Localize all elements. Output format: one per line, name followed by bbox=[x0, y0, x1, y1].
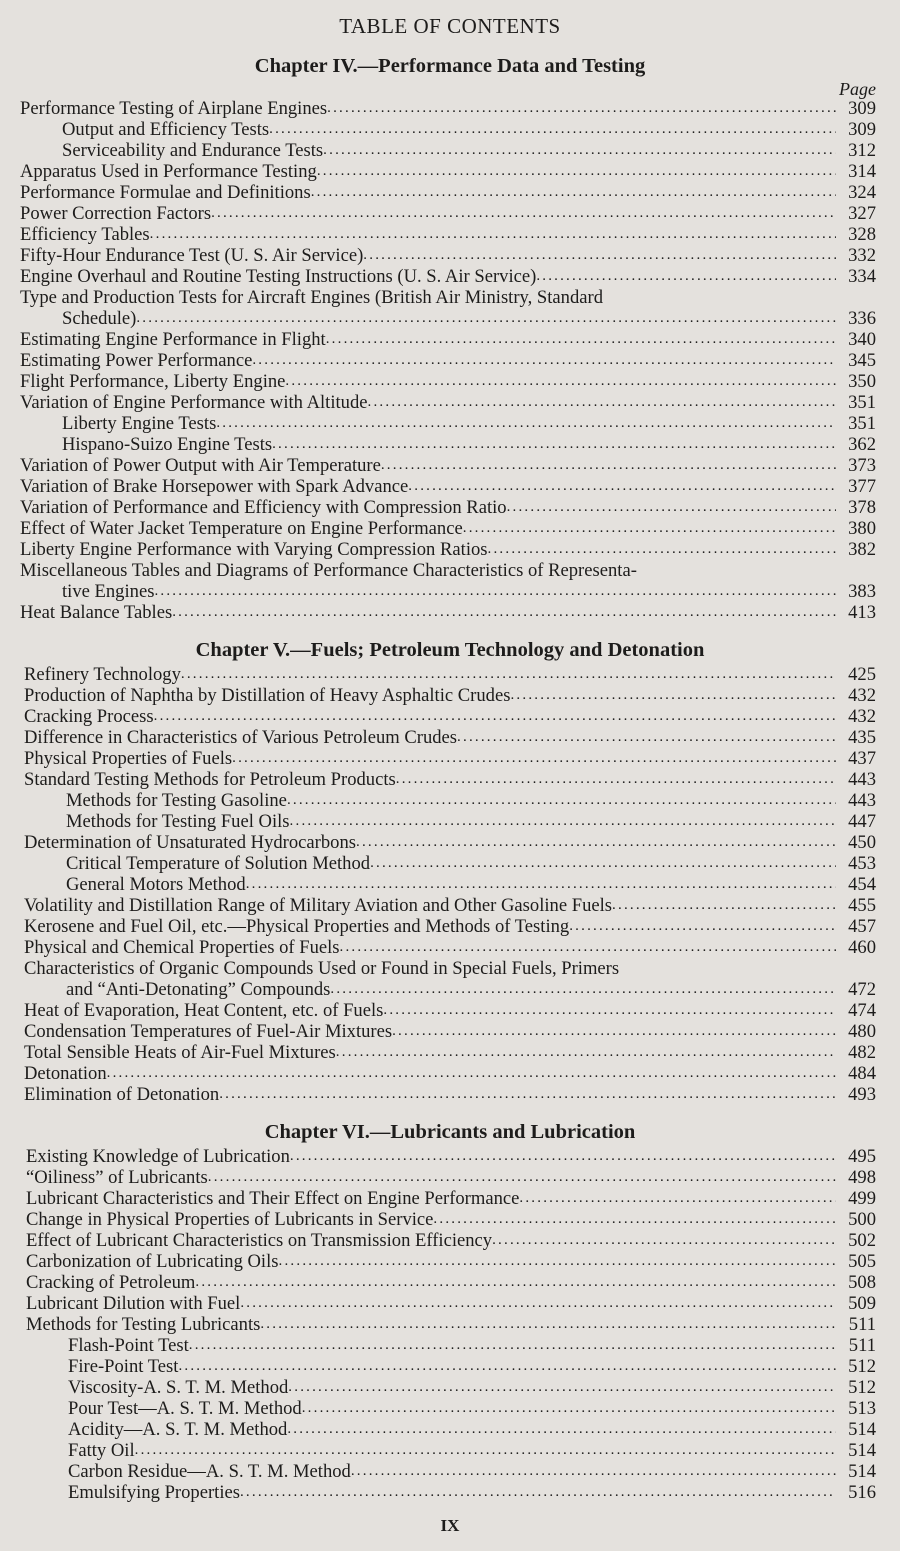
entry-page-number: 309 bbox=[848, 98, 876, 119]
entry-page-number: 511 bbox=[848, 1335, 876, 1356]
toc-entry bbox=[26, 1314, 876, 1335]
dot-leader bbox=[107, 1063, 836, 1084]
dot-leader bbox=[287, 1419, 836, 1440]
entry-title: Serviceability and Endurance Tests bbox=[62, 140, 324, 161]
entry-page-number: 378 bbox=[848, 497, 876, 518]
entry-page-number: 345 bbox=[848, 350, 876, 371]
entry-page-number: 511 bbox=[848, 1314, 876, 1335]
entry-page-number: 512 bbox=[848, 1377, 876, 1398]
dot-leader bbox=[246, 874, 836, 895]
dot-leader bbox=[351, 1461, 836, 1482]
dot-leader bbox=[260, 1314, 836, 1335]
toc-entry bbox=[20, 497, 876, 518]
toc-entry bbox=[68, 1482, 876, 1503]
entry-title: Difference in Characteristics of Various Petroleum Crudes bbox=[24, 727, 458, 748]
dot-leader bbox=[383, 1000, 836, 1021]
entry-title: Effect of Lubricant Characteristics on Transmission Efficiency bbox=[26, 1230, 493, 1251]
entry-page-number: 437 bbox=[848, 748, 876, 769]
entry-title: Production of Naphtha by Distillation of Heavy Asphaltic Crudes bbox=[24, 685, 511, 706]
entry-page-number: 432 bbox=[848, 706, 876, 727]
entry-page-number: 382 bbox=[848, 539, 876, 560]
entry-title: Engine Overhaul and Routine Testing Instructions (U. S. Air Service) bbox=[20, 266, 537, 287]
dot-leader bbox=[507, 497, 836, 518]
dot-leader bbox=[252, 350, 836, 371]
toc-entry bbox=[62, 119, 876, 140]
entry-title: Methods for Testing Lubricants bbox=[26, 1314, 261, 1335]
entry-title: Variation of Power Output with Air Temperature bbox=[20, 455, 381, 476]
toc-entry bbox=[20, 266, 876, 287]
entry-page-number: 314 bbox=[848, 161, 876, 182]
dot-leader bbox=[381, 455, 836, 476]
entry-title: Estimating Engine Performance in Flight bbox=[20, 329, 326, 350]
toc-entry bbox=[20, 602, 876, 623]
entry-title: Methods for Testing Gasoline bbox=[66, 790, 287, 811]
entry-page-number: 351 bbox=[848, 392, 876, 413]
entry-title: Flash-Point Test bbox=[68, 1335, 189, 1356]
entry-list bbox=[24, 664, 900, 1105]
dot-leader bbox=[370, 853, 836, 874]
dot-leader bbox=[154, 706, 836, 727]
toc-entry bbox=[24, 1021, 876, 1042]
entry-title: Flight Performance, Liberty Engine bbox=[20, 371, 286, 392]
dot-leader bbox=[510, 685, 836, 706]
entry-title: Carbon Residue—A. S. T. M. Method bbox=[68, 1461, 351, 1482]
entry-page-number: 513 bbox=[848, 1398, 876, 1419]
entry-title: Output and Efficiency Tests bbox=[62, 119, 270, 140]
dot-leader bbox=[340, 937, 836, 958]
entry-page-number: 455 bbox=[848, 895, 876, 916]
dot-leader bbox=[519, 1188, 836, 1209]
entry-title: Variation of Brake Horsepower with Spark Advance bbox=[20, 476, 409, 497]
entry-page-number: 498 bbox=[848, 1167, 876, 1188]
dot-leader bbox=[433, 1209, 836, 1230]
toc-entry bbox=[68, 1398, 876, 1419]
toc-entry bbox=[26, 1293, 876, 1314]
toc-entry bbox=[20, 350, 876, 371]
toc-entry bbox=[68, 1356, 876, 1377]
entry-title: Determination of Unsaturated Hydrocarbons bbox=[24, 832, 357, 853]
entry-title: Condensation Temperatures of Fuel-Air Mixtures bbox=[24, 1021, 393, 1042]
entry-title-continuation: tive Engines bbox=[62, 581, 155, 602]
entry-title: Estimating Power Performance bbox=[20, 350, 253, 371]
dot-leader bbox=[392, 1021, 836, 1042]
dot-leader bbox=[396, 769, 836, 790]
entry-page-number: 516 bbox=[848, 1482, 876, 1503]
entry-page-number: 332 bbox=[848, 245, 876, 266]
entry-title: Variation of Performance and Efficiency with Compression Ratio bbox=[20, 497, 507, 518]
entry-list bbox=[26, 1146, 900, 1503]
toc-entry bbox=[24, 1042, 876, 1063]
entry-page-number: 425 bbox=[848, 664, 876, 685]
toc-entry bbox=[24, 895, 876, 916]
page-title: TABLE OF CONTENTS bbox=[339, 14, 561, 38]
dot-leader bbox=[323, 140, 836, 161]
entry-title: Variation of Engine Performance with Altitude bbox=[20, 392, 368, 413]
dot-leader bbox=[356, 832, 836, 853]
toc-entry bbox=[26, 1251, 876, 1272]
entry-title: Acidity—A. S. T. M. Method bbox=[68, 1419, 288, 1440]
dot-leader bbox=[569, 916, 836, 937]
chapter-heading: Chapter V.—Fuels; Petroleum Technology and Detonation bbox=[195, 639, 705, 661]
toc-entry bbox=[26, 1167, 876, 1188]
toc-entry bbox=[66, 853, 876, 874]
dot-leader bbox=[363, 245, 836, 266]
chapter-heading: Chapter VI.—Lubricants and Lubrication bbox=[264, 1121, 636, 1143]
entry-title-continuation: Schedule) bbox=[62, 308, 137, 329]
dot-leader bbox=[269, 119, 836, 140]
entry-title: Refinery Technology bbox=[24, 664, 181, 685]
dot-leader bbox=[287, 790, 836, 811]
entry-page-number: 328 bbox=[848, 224, 876, 245]
entry-title: Physical and Chemical Properties of Fuels bbox=[24, 937, 340, 958]
entry-page-number: 443 bbox=[848, 769, 876, 790]
entry-page-number: 443 bbox=[848, 790, 876, 811]
entry-page-number: 502 bbox=[848, 1230, 876, 1251]
toc-entry bbox=[24, 727, 876, 748]
entry-page-number: 380 bbox=[848, 518, 876, 539]
dot-leader bbox=[408, 476, 836, 497]
entry-page-number: 474 bbox=[848, 1000, 876, 1021]
entry-page-number: 447 bbox=[848, 811, 876, 832]
chapter-heading: Chapter IV.—Performance Data and Testing bbox=[254, 55, 646, 77]
toc-entry bbox=[20, 392, 876, 413]
toc-entry bbox=[24, 937, 876, 958]
entry-page-number: 432 bbox=[848, 685, 876, 706]
dot-leader bbox=[285, 371, 836, 392]
toc-entry bbox=[68, 1377, 876, 1398]
entry-page-number: 327 bbox=[848, 203, 876, 224]
entry-page-number: 350 bbox=[848, 371, 876, 392]
entry-title: Elimination of Detonation bbox=[24, 1084, 220, 1105]
entry-title: Performance Formulae and Definitions bbox=[20, 182, 311, 203]
entry-title: Cracking of Petroleum bbox=[26, 1272, 196, 1293]
toc-entry bbox=[66, 874, 876, 895]
dot-leader bbox=[240, 1482, 836, 1503]
dot-leader bbox=[536, 266, 836, 287]
entry-page-number: 493 bbox=[848, 1084, 876, 1105]
entry-title-continuation: and “Anti-Detonating” Compounds bbox=[66, 979, 331, 1000]
dot-leader bbox=[326, 329, 836, 350]
entry-title: Cracking Process bbox=[24, 706, 154, 727]
toc-entry bbox=[24, 958, 876, 1000]
dot-leader bbox=[178, 1356, 836, 1377]
toc-entry bbox=[24, 664, 876, 685]
entry-page-number: 505 bbox=[848, 1251, 876, 1272]
entry-page-number: 454 bbox=[848, 874, 876, 895]
toc-entry bbox=[26, 1209, 876, 1230]
dot-leader bbox=[189, 1335, 836, 1356]
toc-entry bbox=[26, 1188, 876, 1209]
entry-title: Carbonization of Lubricating Oils bbox=[26, 1251, 279, 1272]
toc-entry bbox=[20, 518, 876, 539]
entry-title: Methods for Testing Fuel Oils bbox=[66, 811, 290, 832]
toc-entry bbox=[62, 434, 876, 455]
entry-page-number: 324 bbox=[848, 182, 876, 203]
entry-title: Volatility and Distillation Range of Military Aviation and Other Gasoline Fuels bbox=[24, 895, 613, 916]
toc-entry bbox=[20, 560, 876, 602]
dot-leader bbox=[317, 161, 836, 182]
page-folio: IX bbox=[440, 1516, 460, 1535]
entry-title: “Oiliness” of Lubricants bbox=[26, 1167, 208, 1188]
entry-title: Detonation bbox=[24, 1063, 107, 1084]
entry-page-number: 453 bbox=[848, 853, 876, 874]
dot-leader bbox=[272, 434, 836, 455]
entry-title: Liberty Engine Performance with Varying Compression Ratios bbox=[20, 539, 488, 560]
entry-page-number: 512 bbox=[848, 1356, 876, 1377]
entry-list bbox=[20, 98, 900, 623]
entry-page-number: 383 bbox=[848, 581, 876, 602]
entry-title: Existing Knowledge of Lubrication bbox=[26, 1146, 290, 1167]
toc-entry bbox=[24, 706, 876, 727]
entry-title: Power Correction Factors bbox=[20, 203, 212, 224]
dot-leader bbox=[208, 1167, 836, 1188]
entry-page-number: 340 bbox=[848, 329, 876, 350]
dot-leader bbox=[150, 224, 836, 245]
dot-leader bbox=[290, 811, 836, 832]
entry-title: Emulsifying Properties bbox=[68, 1482, 240, 1503]
toc-entry bbox=[62, 140, 876, 161]
entry-title: Pour Test—A. S. T. M. Method bbox=[68, 1398, 302, 1419]
entry-page-number: 499 bbox=[848, 1188, 876, 1209]
dot-leader bbox=[135, 1440, 836, 1461]
toc-entry bbox=[20, 371, 876, 392]
toc-entry bbox=[20, 245, 876, 266]
entry-page-number: 377 bbox=[848, 476, 876, 497]
entry-title: Fire-Point Test bbox=[68, 1356, 179, 1377]
dot-leader bbox=[240, 1293, 836, 1314]
entry-page-number: 312 bbox=[848, 140, 876, 161]
toc-entry bbox=[24, 769, 876, 790]
entry-page-number: 413 bbox=[848, 602, 876, 623]
toc-entry bbox=[20, 539, 876, 560]
dot-leader bbox=[216, 413, 836, 434]
entry-page-number: 472 bbox=[848, 979, 876, 1000]
entry-title: Apparatus Used in Performance Testing bbox=[20, 161, 317, 182]
entry-title: Type and Production Tests for Aircraft Engines (British Air Ministry, Standard bbox=[20, 287, 604, 308]
entry-page-number: 514 bbox=[848, 1461, 876, 1482]
entry-title: Characteristics of Organic Compounds Used or Found in Special Fuels, Primers bbox=[24, 958, 620, 979]
entry-title: Standard Testing Methods for Petroleum Products bbox=[24, 769, 396, 790]
entry-page-number: 460 bbox=[848, 937, 876, 958]
entry-title: Fifty-Hour Endurance Test (U. S. Air Service) bbox=[20, 245, 364, 266]
dot-leader bbox=[327, 98, 836, 119]
toc-entry bbox=[20, 329, 876, 350]
dot-leader bbox=[136, 308, 836, 329]
entry-page-number: 509 bbox=[848, 1293, 876, 1314]
entry-page-number: 351 bbox=[848, 413, 876, 434]
entry-title: Miscellaneous Tables and Diagrams of Performance Characteristics of Representa- bbox=[20, 560, 637, 581]
entry-title: Efficiency Tables bbox=[20, 224, 150, 245]
entry-title: Critical Temperature of Solution Method bbox=[66, 853, 371, 874]
toc-entry bbox=[68, 1335, 876, 1356]
entry-page-number: 336 bbox=[848, 308, 876, 329]
toc-entry bbox=[20, 287, 876, 329]
dot-leader bbox=[463, 518, 836, 539]
entry-page-number: 482 bbox=[848, 1042, 876, 1063]
dot-leader bbox=[311, 182, 836, 203]
dot-leader bbox=[492, 1230, 836, 1251]
entry-page-number: 334 bbox=[848, 266, 876, 287]
entry-title: Hispano-Suizo Engine Tests bbox=[62, 434, 273, 455]
toc-entry bbox=[24, 832, 876, 853]
entry-title: General Motors Method bbox=[66, 874, 246, 895]
entry-title: Heat of Evaporation, Heat Content, etc. of Fuels bbox=[24, 1000, 384, 1021]
entry-title: Effect of Water Jacket Temperature on Engine Performance bbox=[20, 518, 463, 539]
toc-entry bbox=[66, 811, 876, 832]
toc-entry bbox=[20, 182, 876, 203]
entry-page-number: 309 bbox=[848, 119, 876, 140]
entry-title: Kerosene and Fuel Oil, etc.—Physical Properties and Methods of Testing bbox=[24, 916, 570, 937]
entry-page-number: 495 bbox=[848, 1146, 876, 1167]
toc-entry bbox=[68, 1461, 876, 1482]
toc-entry bbox=[26, 1146, 876, 1167]
toc-entry bbox=[24, 685, 876, 706]
dot-leader bbox=[336, 1042, 836, 1063]
chapter-v-section bbox=[0, 636, 900, 1105]
entry-page-number: 435 bbox=[848, 727, 876, 748]
chapter-vi-section bbox=[0, 1118, 900, 1503]
dot-leader bbox=[154, 581, 836, 602]
entry-page-number: 362 bbox=[848, 434, 876, 455]
entry-page-number: 457 bbox=[848, 916, 876, 937]
toc-entry bbox=[24, 1000, 876, 1021]
entry-title: Lubricant Characteristics and Their Effect on Engine Performance bbox=[26, 1188, 520, 1209]
page-column-label: Page bbox=[839, 79, 876, 99]
entry-title: Total Sensible Heats of Air-Fuel Mixtures bbox=[24, 1042, 336, 1063]
dot-leader bbox=[181, 664, 836, 685]
dot-leader bbox=[288, 1377, 836, 1398]
toc-entry bbox=[24, 916, 876, 937]
entry-title: Liberty Engine Tests bbox=[62, 413, 217, 434]
dot-leader bbox=[457, 727, 836, 748]
entry-title: Physical Properties of Fuels bbox=[24, 748, 233, 769]
dot-leader bbox=[368, 392, 836, 413]
entry-page-number: 514 bbox=[848, 1419, 876, 1440]
toc-entry bbox=[26, 1230, 876, 1251]
dot-leader bbox=[219, 1084, 836, 1105]
toc-entry bbox=[20, 203, 876, 224]
toc-entry bbox=[66, 790, 876, 811]
entry-title: Lubricant Dilution with Fuel bbox=[26, 1293, 241, 1314]
entry-page-number: 500 bbox=[848, 1209, 876, 1230]
toc-entry bbox=[20, 224, 876, 245]
entry-page-number: 514 bbox=[848, 1440, 876, 1461]
toc-entry bbox=[20, 161, 876, 182]
toc-entry bbox=[26, 1272, 876, 1293]
toc-entry bbox=[24, 748, 876, 769]
dot-leader bbox=[279, 1251, 836, 1272]
toc-entry bbox=[20, 476, 876, 497]
dot-leader bbox=[612, 895, 836, 916]
toc-entry bbox=[20, 98, 876, 119]
dot-leader bbox=[302, 1398, 836, 1419]
dot-leader bbox=[211, 203, 836, 224]
chapter-iv-section bbox=[0, 52, 900, 623]
dot-leader bbox=[232, 748, 836, 769]
dot-leader bbox=[290, 1146, 836, 1167]
toc-entry bbox=[68, 1440, 876, 1461]
entry-page-number: 508 bbox=[848, 1272, 876, 1293]
entry-page-number: 373 bbox=[848, 455, 876, 476]
entry-title: Viscosity-A. S. T. M. Method bbox=[68, 1377, 289, 1398]
entry-page-number: 480 bbox=[848, 1021, 876, 1042]
toc-entry bbox=[24, 1084, 876, 1105]
entry-page-number: 450 bbox=[848, 832, 876, 853]
dot-leader bbox=[330, 979, 836, 1000]
toc-entry bbox=[24, 1063, 876, 1084]
entry-title: Change in Physical Properties of Lubricants in Service bbox=[26, 1209, 434, 1230]
dot-leader bbox=[488, 539, 836, 560]
entry-title: Fatty Oil bbox=[68, 1440, 135, 1461]
dot-leader bbox=[172, 602, 836, 623]
entry-page-number: 484 bbox=[848, 1063, 876, 1084]
entry-title: Heat Balance Tables bbox=[20, 602, 173, 623]
entry-title: Performance Testing of Airplane Engines bbox=[20, 98, 328, 119]
dot-leader bbox=[195, 1272, 836, 1293]
toc-entry bbox=[20, 455, 876, 476]
toc-entry bbox=[62, 413, 876, 434]
toc-entry bbox=[68, 1419, 876, 1440]
